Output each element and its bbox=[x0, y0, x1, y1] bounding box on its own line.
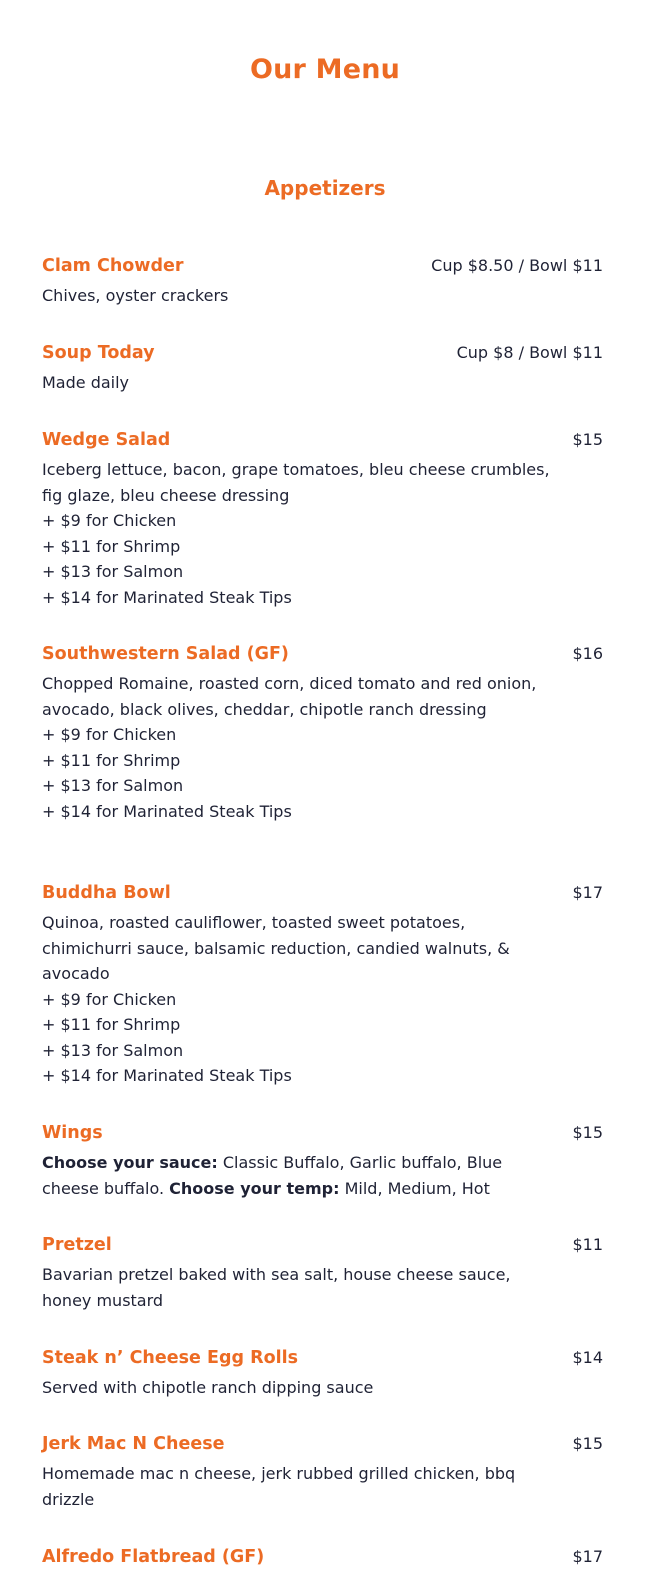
menu-item-wedge-salad bbox=[42, 428, 603, 642]
item-description: Chopped Romaine, roasted corn, diced tomato and red onion, avocado, black olives, cheddar, chipotle ranch dressing bbox=[42, 674, 537, 719]
item-price: $15 bbox=[572, 1123, 603, 1142]
addon-option: + $14 for Marinated Steak Tips bbox=[42, 1066, 292, 1085]
menu-item-southwestern-salad bbox=[42, 642, 603, 881]
item-description: Chives, oyster crackers bbox=[42, 286, 229, 305]
temp-choice-label: Choose your temp: bbox=[169, 1178, 340, 1198]
menu-item-alfredo-flatbread bbox=[42, 1545, 603, 1585]
item-name: Pretzel bbox=[42, 1235, 112, 1255]
menu-list bbox=[42, 254, 603, 1585]
item-price: $17 bbox=[572, 1547, 603, 1566]
item-name: Wedge Salad bbox=[42, 430, 171, 450]
item-name: Clam Chowder bbox=[42, 256, 184, 276]
item-name: Buddha Bowl bbox=[42, 883, 171, 903]
menu-item-steak-cheese-egg-rolls bbox=[42, 1346, 603, 1432]
item-price: $15 bbox=[572, 1434, 603, 1453]
item-price: Cup $8 / Bowl $11 bbox=[456, 343, 603, 362]
item-description: Bavarian pretzel baked with sea salt, house cheese sauce, honey mustard bbox=[42, 1265, 511, 1310]
item-name: Soup Today bbox=[42, 343, 155, 363]
item-description bbox=[42, 1150, 552, 1201]
item-name: Alfredo Flatbread (GF) bbox=[42, 1547, 265, 1567]
item-price: Cup $8.50 / Bowl $11 bbox=[431, 256, 603, 275]
addon-option: + $11 for Shrimp bbox=[42, 536, 181, 556]
item-description: Served with chipotle ranch dipping sauce bbox=[42, 1378, 374, 1397]
addon-option: + $13 for Salmon bbox=[42, 1040, 184, 1060]
item-description: Quinoa, roasted cauliflower, toasted sweet potatoes, chimichurri sauce, balsamic reduction, candied walnuts, & avocado bbox=[42, 913, 510, 983]
item-price: $15 bbox=[572, 430, 603, 449]
item-price: $17 bbox=[572, 883, 603, 902]
menu-item-wings bbox=[42, 1121, 603, 1233]
item-price: $16 bbox=[572, 644, 603, 663]
sauce-choice-options: Classic Buffalo, Garlic buffalo, Blue cheese buffalo. bbox=[42, 1153, 503, 1198]
addon-option: + $11 for Shrimp bbox=[42, 750, 181, 770]
addon-option: + $13 for Salmon bbox=[42, 776, 184, 795]
page-title: Our Menu bbox=[249, 54, 401, 85]
item-description: Homemade mac n cheese, jerk rubbed grilled chicken, bbq drizzle bbox=[42, 1464, 516, 1509]
addon-option: + $9 for Chicken bbox=[42, 989, 177, 1009]
menu-item-buddha-bowl bbox=[42, 881, 603, 1121]
item-name: Steak n’ Cheese Egg Rolls bbox=[42, 1348, 299, 1368]
sauce-choice-label: Choose your sauce: bbox=[42, 1153, 218, 1172]
temp-choice-options: Mild, Medium, Hot bbox=[339, 1178, 490, 1198]
item-price: $11 bbox=[572, 1235, 603, 1254]
item-description: Iceberg lettuce, bacon, grape tomatoes, bleu cheese crumbles, fig glaze, bleu cheese dressing bbox=[42, 460, 550, 505]
addon-option: + $13 for Salmon bbox=[42, 562, 184, 581]
addon-option: + $9 for Chicken bbox=[42, 725, 177, 744]
item-price: $14 bbox=[572, 1348, 603, 1367]
menu-item-jerk-mac-n-cheese bbox=[42, 1432, 603, 1545]
menu-item-soup-today bbox=[42, 341, 603, 428]
item-name: Southwestern Salad (GF) bbox=[42, 644, 289, 664]
addon-option: + $11 for Shrimp bbox=[42, 1015, 181, 1034]
section-title-appetizers: Appetizers bbox=[264, 176, 386, 200]
menu-item-pretzel bbox=[42, 1233, 603, 1346]
item-name: Wings bbox=[42, 1123, 103, 1143]
item-name: Jerk Mac N Cheese bbox=[42, 1434, 225, 1454]
item-description: Made daily bbox=[42, 373, 130, 392]
menu-item-clam-chowder bbox=[42, 254, 603, 341]
addon-option: + $14 for Marinated Steak Tips bbox=[42, 587, 292, 607]
addon-option: + $14 for Marinated Steak Tips bbox=[42, 801, 292, 821]
addon-option: + $9 for Chicken bbox=[42, 511, 177, 530]
